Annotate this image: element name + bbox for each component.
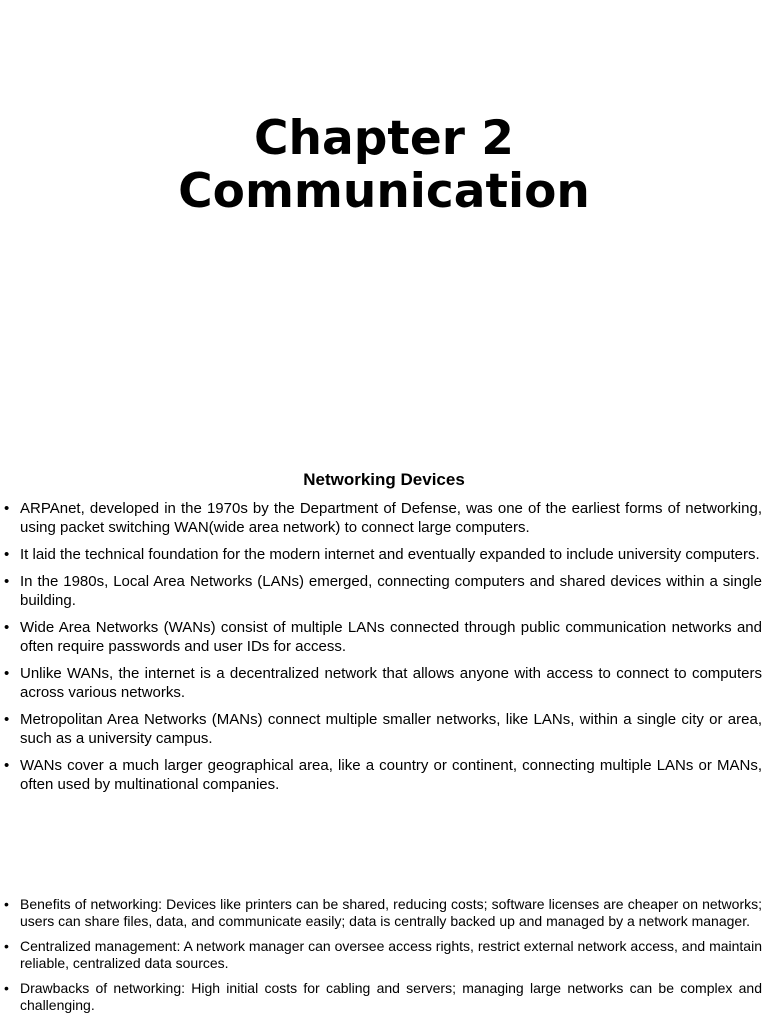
title-line-2: Communication xyxy=(178,164,590,219)
networking-bullet-list xyxy=(0,499,762,802)
section-heading: Networking Devices xyxy=(303,470,465,489)
bullet-icon: • xyxy=(4,896,9,912)
list-item xyxy=(0,545,762,564)
list-item-text: It laid the technical foundation for the modern internet and eventually expanded to include university computers. xyxy=(20,546,760,563)
list-item xyxy=(0,938,762,972)
bullet-icon: • xyxy=(4,757,10,774)
page-title xyxy=(0,112,768,218)
bullet-icon: • xyxy=(4,500,10,517)
list-item-text: Drawbacks of networking: High initial costs for cabling and servers; managing large networks can be complex and challenging. xyxy=(20,980,762,1013)
title-line-1: Chapter 2 xyxy=(254,111,514,166)
list-item-text: Wide Area Networks (WANs) consist of multiple LANs connected through public communication networks and often require passwords and user IDs for access. xyxy=(20,619,762,655)
list-item xyxy=(0,980,762,1014)
bullet-icon: • xyxy=(4,980,9,996)
list-item xyxy=(0,664,762,702)
list-item xyxy=(0,572,762,610)
list-item-text: WANs cover a much larger geographical area, like a country or continent, connecting multiple LANs or MANs, often used by multinational companies. xyxy=(20,757,762,793)
bullet-icon: • xyxy=(4,546,10,563)
list-item xyxy=(0,618,762,656)
list-item-text: Metropolitan Area Networks (MANs) connect multiple smaller networks, like LANs, within a single city or area, such as a university campus. xyxy=(20,711,762,747)
networking-summary-list xyxy=(0,896,762,1022)
list-item xyxy=(0,896,762,930)
list-item-text: Benefits of networking: Devices like printers can be shared, reducing costs; software licenses are cheaper on networks; users can share files, data, and communicate easily; data is centrally backed up and managed by a network manager. xyxy=(20,896,762,929)
list-item xyxy=(0,710,762,748)
list-item-text: Unlike WANs, the internet is a decentralized network that allows anyone with access to connect to computers across various networks. xyxy=(20,665,762,701)
bullet-icon: • xyxy=(4,938,9,954)
bullet-icon: • xyxy=(4,619,10,636)
bullet-icon: • xyxy=(4,573,10,590)
list-item-text: In the 1980s, Local Area Networks (LANs) emerged, connecting computers and shared devices within a single building. xyxy=(20,573,762,609)
list-item-text: Centralized management: A network manager can oversee access rights, restrict external network access, and maintain reliable, centralized data sources. xyxy=(20,938,762,971)
bullet-icon: • xyxy=(4,711,10,728)
list-item-text: ARPAnet, developed in the 1970s by the Department of Defense, was one of the earliest forms of networking, using packet switching WAN(wide area network) to connect large computers. xyxy=(20,500,762,536)
list-item xyxy=(0,756,762,794)
list-item xyxy=(0,499,762,537)
bullet-icon: • xyxy=(4,665,10,682)
